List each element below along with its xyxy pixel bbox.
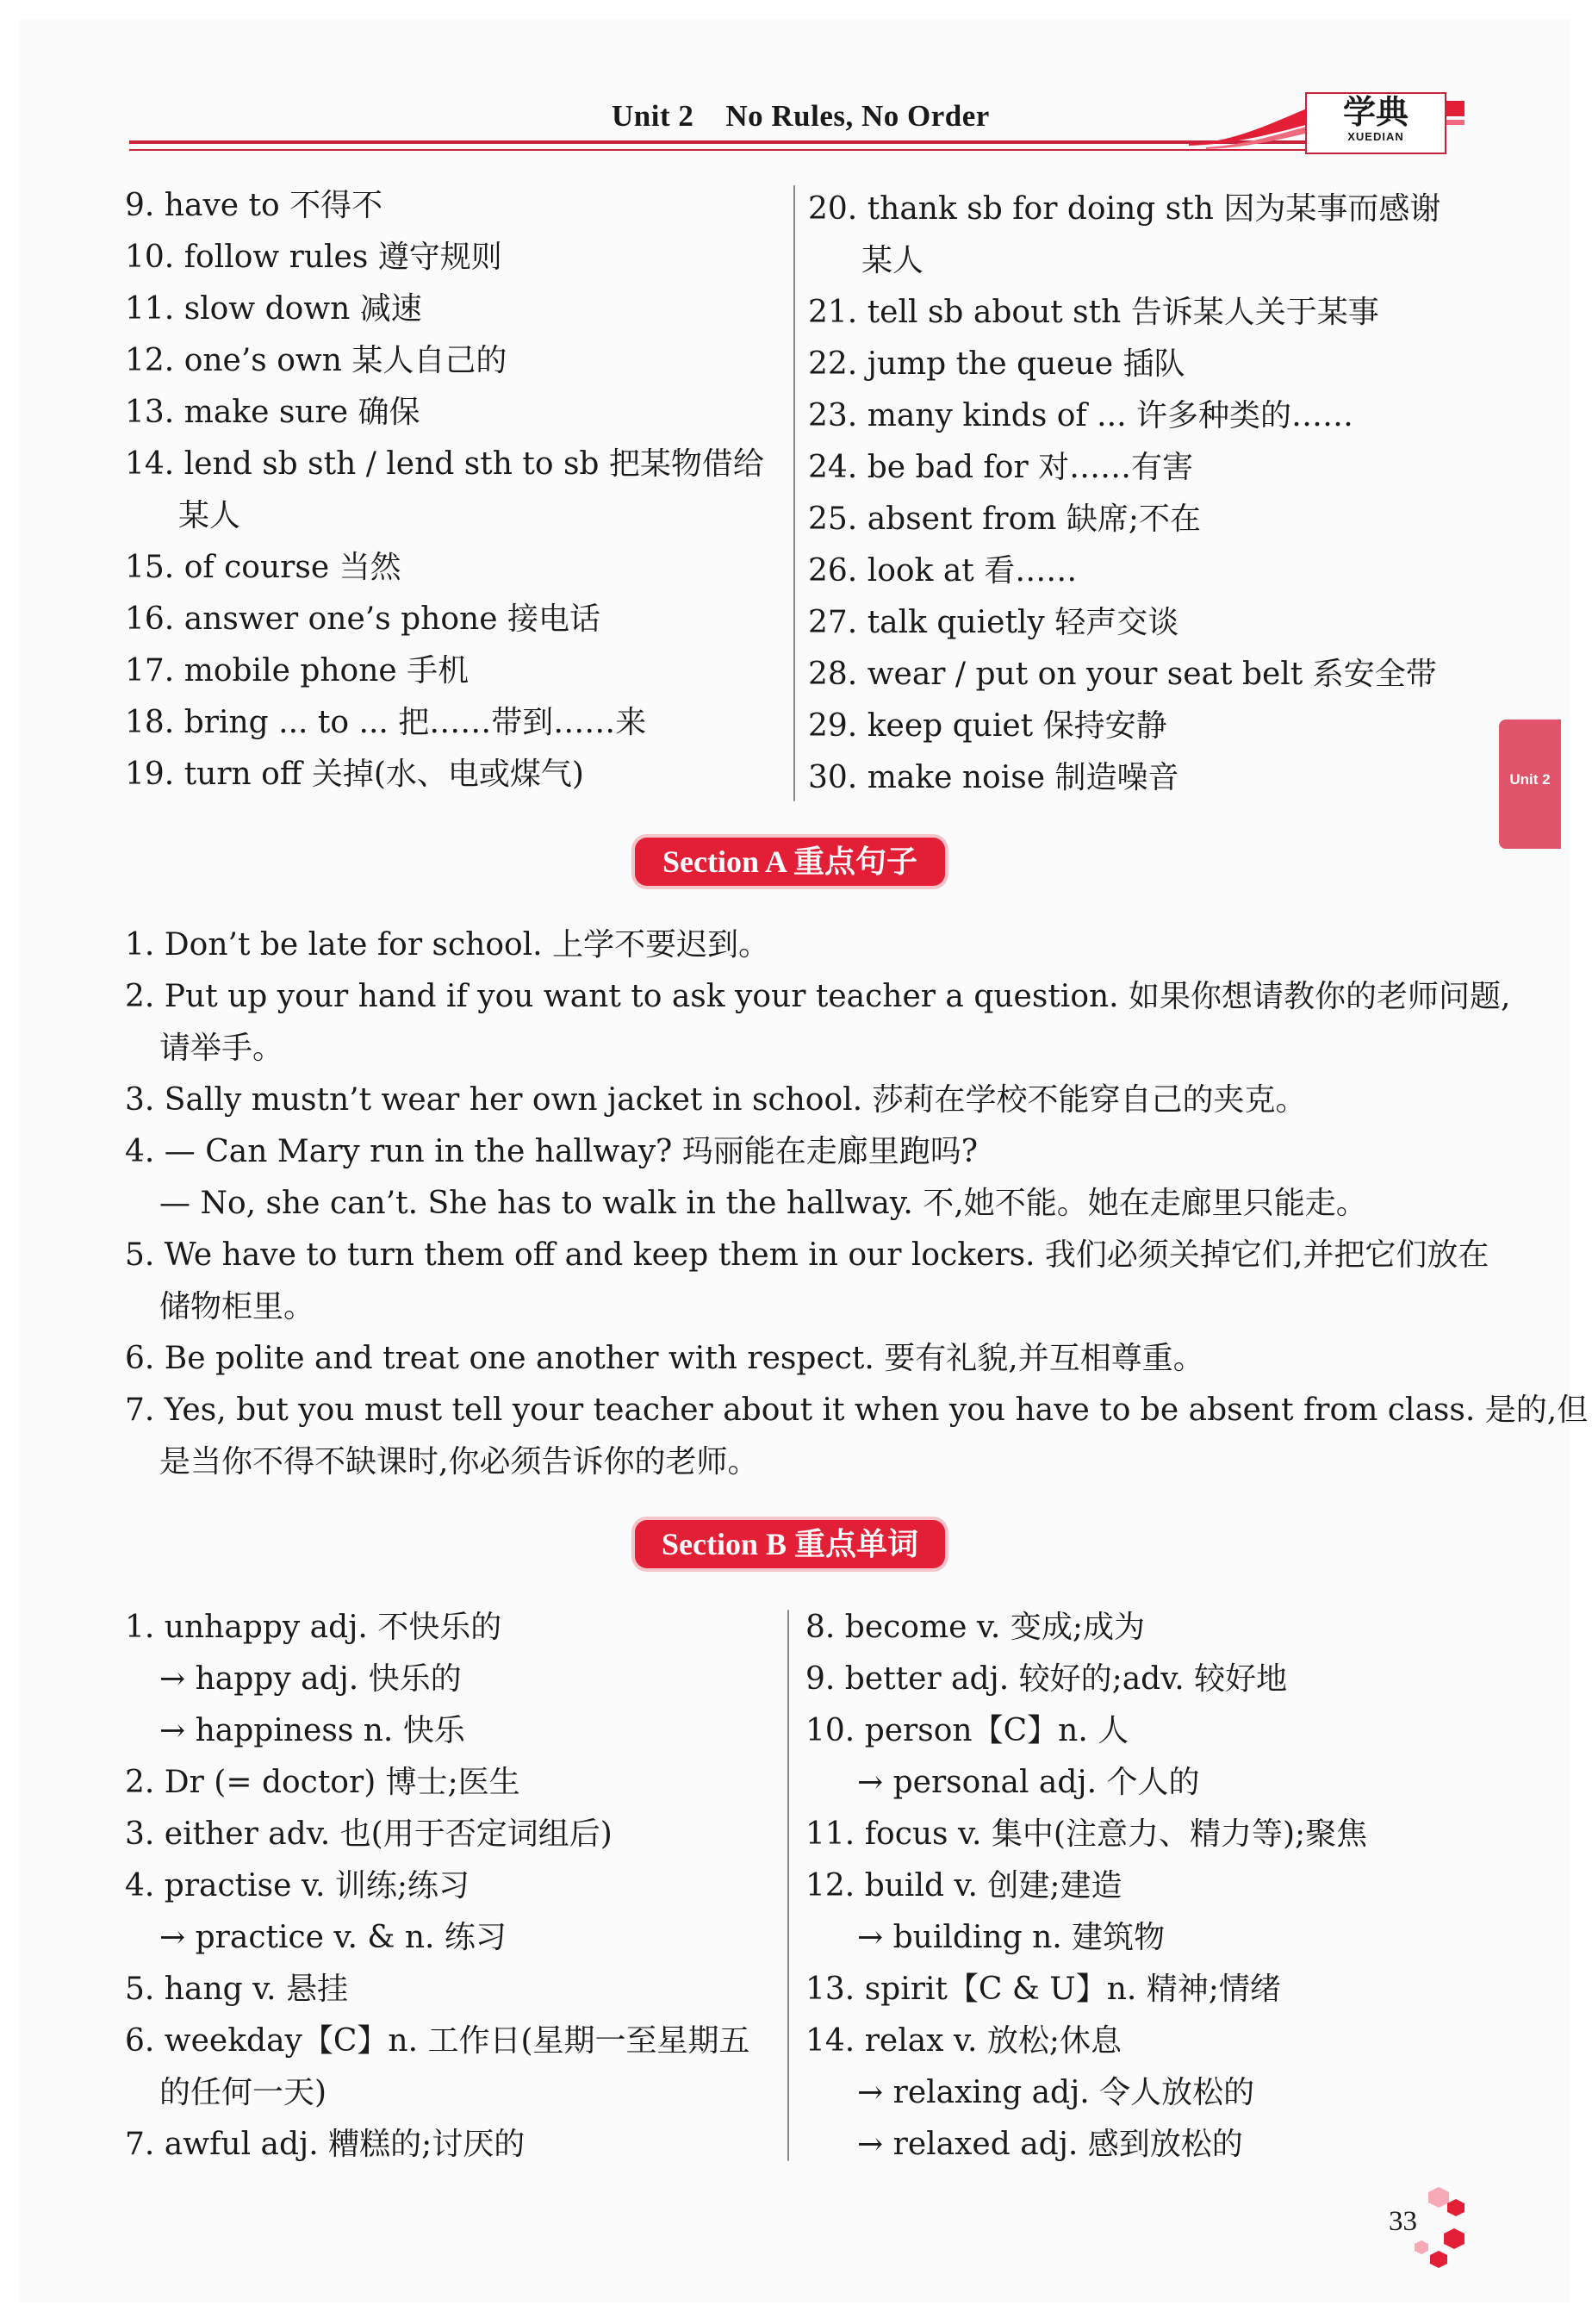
- phrases-right-column: [808, 184, 1463, 804]
- word-derivative: → building n. 建筑物: [857, 1920, 1166, 1955]
- list-item: 21. tell sb about sth 告诉某人关于某事: [808, 295, 1379, 330]
- list-item: 23. many kinds of ... 许多种类的……: [808, 398, 1353, 433]
- section-b-heading: Section B 重点单词: [635, 1520, 945, 1568]
- sentence-line: 7. Yes, but you must tell your teacher about it when you have to be absent from class. 是的,但: [125, 1393, 1589, 1428]
- list-item: 13. make sure 确保: [125, 395, 420, 430]
- column-divider: [787, 1610, 789, 2161]
- word-derivative: → happy adj. 快乐的: [159, 1661, 462, 1697]
- word-entry: 8. become v. 变成;成为: [805, 1610, 1145, 1645]
- word-entry: 13. spirit【C & U】n. 精神;情绪: [805, 1972, 1281, 2007]
- list-item: 12. one’s own 某人自己的: [125, 343, 507, 378]
- list-item: 16. answer one’s phone 接电话: [125, 601, 600, 637]
- logo-chinese-text: 学典: [1342, 92, 1409, 131]
- header-rule-thin: [129, 149, 1318, 151]
- list-item: 17. mobile phone 手机: [125, 653, 470, 688]
- unit-side-tab: [1499, 720, 1561, 849]
- word-entry-continuation: 的任何一天): [159, 2075, 327, 2110]
- list-item-continuation: 某人: [861, 243, 924, 278]
- section-a-heading: Section A 重点句子: [635, 838, 945, 886]
- list-item: 29. keep quiet 保持安静: [808, 708, 1167, 744]
- list-item: 15. of course 当然: [125, 550, 401, 585]
- list-item: 18. bring ... to ... 把……带到……来: [125, 705, 647, 740]
- list-item: 28. wear / put on your seat belt 系安全带: [808, 657, 1437, 692]
- list-item: 20. thank sb for doing sth 因为某事而感谢: [808, 191, 1441, 227]
- word-entry: 1. unhappy adj. 不快乐的: [125, 1610, 502, 1645]
- word-entry: 11. focus v. 集中(注意力、精力等);聚焦: [805, 1816, 1368, 1852]
- sentence-continuation: — No, she can’t. She has to walk in the hallway. 不,她不能。她在走廊里只能走。: [159, 1186, 1367, 1221]
- section-b-left-column: [125, 1602, 780, 2171]
- page-number: 33: [1389, 2206, 1417, 2237]
- word-entry: 9. better adj. 较好的;adv. 较好地: [805, 1661, 1288, 1697]
- word-entry: 5. hang v. 悬挂: [125, 1972, 349, 2007]
- word-entry: 4. practise v. 训练;练习: [125, 1868, 470, 1903]
- word-entry: 10. person【C】n. 人: [805, 1713, 1129, 1748]
- sentence-line: 2. Put up your hand if you want to ask your teacher a question. 如果你想请教你的老师问题,: [125, 979, 1511, 1014]
- list-item-continuation: 某人: [178, 498, 241, 533]
- sentence-line: 4. — Can Mary run in the hallway? 玛丽能在走廊里跑吗?: [125, 1134, 979, 1169]
- word-entry: 6. weekday【C】n. 工作日(星期一至星期五: [125, 2023, 750, 2059]
- word-entry: 12. build v. 创建;建造: [805, 1868, 1122, 1903]
- side-tab-label: Unit 2: [1509, 771, 1551, 788]
- word-entry: 7. awful adj. 糟糕的;讨厌的: [125, 2127, 525, 2162]
- list-item: 11. slow down 减速: [125, 291, 422, 327]
- sentence-line: 1. Don’t be late for school. 上学不要迟到。: [125, 927, 770, 963]
- word-entry: 2. Dr (= doctor) 博士;医生: [125, 1765, 520, 1800]
- list-item: 24. be bad for 对……有害: [808, 450, 1194, 485]
- list-item: 10. follow rules 遵守规则: [125, 240, 502, 275]
- list-item: 30. make noise 制造噪音: [808, 760, 1179, 795]
- section-b-right-column: [805, 1602, 1469, 2171]
- list-item: 26. look at 看……: [808, 553, 1078, 589]
- word-entry: 14. relax v. 放松;休息: [805, 2023, 1122, 2059]
- list-item: 14. lend sb sth / lend sth to sb 把某物借给: [125, 446, 764, 482]
- sentence-continuation: 是当你不得不缺课时,你必须告诉你的老师。: [159, 1444, 759, 1480]
- sentence-continuation: 储物柜里。: [159, 1289, 315, 1324]
- word-derivative: → relaxed adj. 感到放松的: [857, 2127, 1243, 2162]
- header-title: Unit 2 No Rules, No Order: [612, 99, 990, 133]
- logo-english-text: XUEDIAN: [1347, 130, 1404, 143]
- word-derivative: → relaxing adj. 令人放松的: [857, 2075, 1255, 2110]
- sentence-line: 6. Be polite and treat one another with respect. 要有礼貌,并互相尊重。: [125, 1341, 1204, 1376]
- list-item: 22. jump the queue 插队: [808, 346, 1185, 382]
- section-a-sentences: [125, 919, 1589, 1488]
- list-item: 19. turn off 关掉(水、电或煤气): [125, 757, 584, 792]
- word-derivative: → personal adj. 个人的: [857, 1765, 1200, 1800]
- sentence-line: 5. We have to turn them off and keep them in our lockers. 我们必须关掉它们,并把它们放在: [125, 1237, 1489, 1273]
- list-item: 27. talk quietly 轻声交谈: [808, 605, 1179, 640]
- list-item: 25. absent from 缺席;不在: [808, 502, 1201, 537]
- list-item: 9. have to 不得不: [125, 188, 383, 223]
- column-divider: [793, 185, 795, 801]
- sentence-continuation: 请举手。: [159, 1031, 284, 1066]
- word-derivative: → happiness n. 快乐: [159, 1713, 465, 1748]
- page-header: [129, 82, 1456, 159]
- phrases-left-column: [125, 180, 788, 801]
- word-entry: 3. either adv. 也(用于否定词组后): [125, 1816, 613, 1852]
- xuedian-logo: [1305, 92, 1446, 154]
- word-derivative: → practice v. & n. 练习: [159, 1920, 507, 1955]
- sentence-line: 3. Sally mustn’t wear her own jacket in school. 莎莉在学校不能穿自己的夹克。: [125, 1082, 1307, 1118]
- header-rule: [129, 140, 1318, 144]
